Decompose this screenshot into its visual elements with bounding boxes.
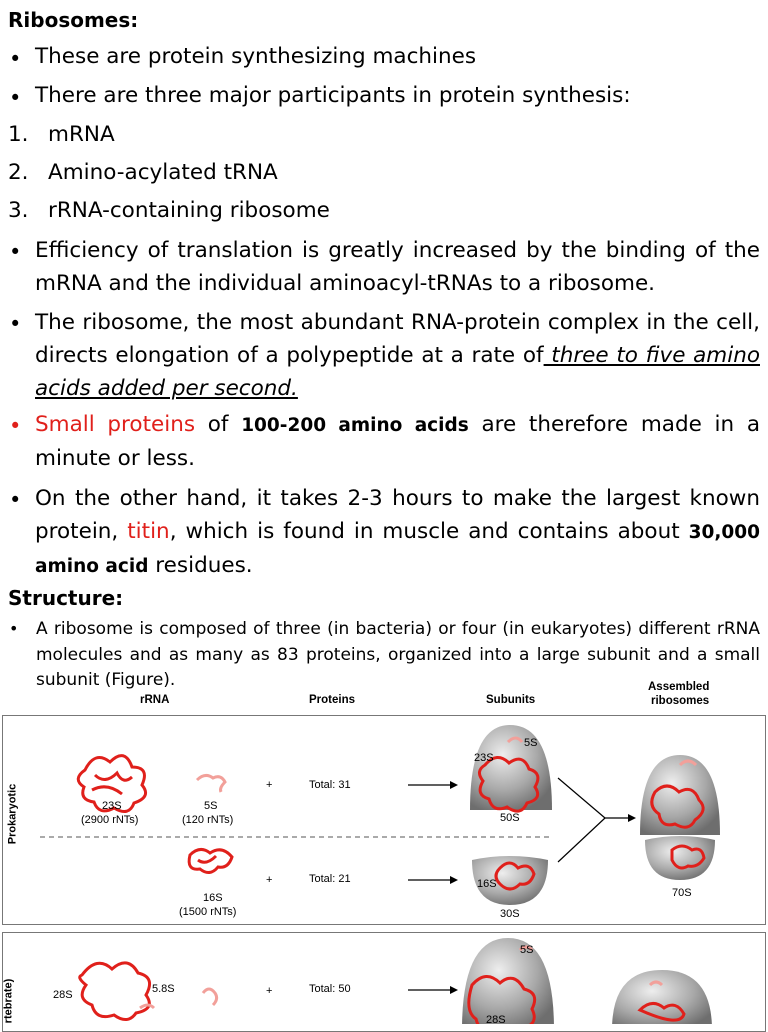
label-plus: +: [266, 985, 273, 997]
rrna-5s-icon: [197, 775, 225, 792]
bullet-text: These are protein synthesizing machines: [35, 44, 477, 69]
bullet-dot: •: [9, 619, 19, 638]
label-23s-inner: 23S: [474, 752, 494, 764]
section-heading: Structure:: [8, 586, 124, 610]
label-5s-euk-inner: 5S: [520, 944, 534, 956]
label-5s-inner: 5S: [524, 737, 538, 749]
list-item: rRNA-containing ribosome: [48, 198, 330, 223]
text-run-red: titin: [127, 519, 170, 544]
label-28s-inner: 28S: [486, 1014, 506, 1026]
rrna-16s-icon: [189, 849, 232, 872]
figure-col-assembled: Assembled: [648, 681, 710, 693]
text-run-emphasis: three to five amino acids added per second.: [35, 343, 760, 401]
label-50s: 50S: [500, 812, 520, 824]
label-30s: 30S: [500, 908, 520, 920]
label-28s: 28S: [53, 989, 73, 1001]
label-23s: 23S: [102, 800, 122, 812]
list-number: 3.: [8, 198, 29, 223]
list-item: Amino-acylated tRNA: [48, 160, 278, 185]
axis-label-eukaryotic: rtebrate): [2, 978, 15, 1024]
figure-col-assembled: ribosomes: [651, 695, 710, 707]
figure-col-subunits: Subunits: [486, 694, 536, 706]
bullet-text: There are three major participants in protein synthesis:: [35, 83, 631, 108]
bullet-dot: •: [9, 47, 22, 71]
text-run: are therefore made in a minute or less.: [35, 412, 760, 471]
text-run-bold: 100-200 amino acids: [241, 415, 469, 436]
text-run: of: [195, 412, 242, 437]
label-total-31: Total: 31: [309, 779, 351, 791]
page-title: Ribosomes:: [8, 8, 139, 32]
text-run: residues.: [148, 553, 253, 578]
label-70s: 70S: [672, 887, 692, 899]
bullet-dot: •: [9, 240, 22, 264]
bullet-dot: •: [9, 488, 22, 512]
structure-text: A ribosome is composed of three (in bacteria) or four (in eukaryotes) different rRNA molecules and as many as 83 proteins, organized into a large subunit and a small subunit (Figure).: [36, 619, 760, 690]
label-total-21: Total: 21: [309, 873, 351, 885]
list-number: 1.: [8, 122, 29, 147]
list-item: mRNA: [48, 122, 115, 147]
label-plus: +: [266, 779, 273, 791]
text-run-bold: 30,000 amino acid: [35, 522, 760, 577]
ribosome-80s-icon: [612, 970, 712, 1024]
figure-col-proteins: Proteins: [309, 694, 356, 706]
rrna-5s-euk-icon: [203, 989, 217, 1005]
list-number: 2.: [8, 160, 29, 185]
label-5s: 5S: [204, 800, 218, 812]
bullet-dot: •: [9, 312, 22, 336]
text-run-red: Small proteins: [35, 412, 196, 437]
label-plus: +: [266, 874, 273, 886]
text-run: , which is found in muscle and contains about: [169, 519, 689, 544]
axis-label-prokaryotic: Prokaryotic: [6, 783, 19, 845]
rrna-28s-icon: [80, 963, 150, 1020]
bullet-dot: •: [9, 414, 22, 438]
text-run: The ribosome, the most abundant RNA-protein complex in the cell, directs elongation of a polypeptide at a rate of: [35, 310, 760, 368]
label-16s-nt: (1500 rNTs): [179, 906, 237, 918]
bullet-text: Efficiency of translation is greatly increased by the binding of the mRNA and the individual aminoacyl-tRNAs to a ribosome.: [35, 238, 760, 296]
label-16s: 16S: [203, 892, 223, 904]
label-16s-inner: 16S: [477, 878, 497, 890]
text-run: On the other hand, it takes 2-3 hours to make the largest known protein,: [35, 486, 760, 544]
label-5s-nt: (120 rNTs): [182, 814, 234, 826]
bullet-dot: •: [9, 86, 22, 110]
label-23s-nt: (2900 rNTs): [81, 814, 139, 826]
figure-col-rrna: rRNA: [140, 694, 170, 706]
label-total-50: Total: 50: [309, 983, 351, 995]
label-58s: 5.8S: [152, 983, 175, 995]
